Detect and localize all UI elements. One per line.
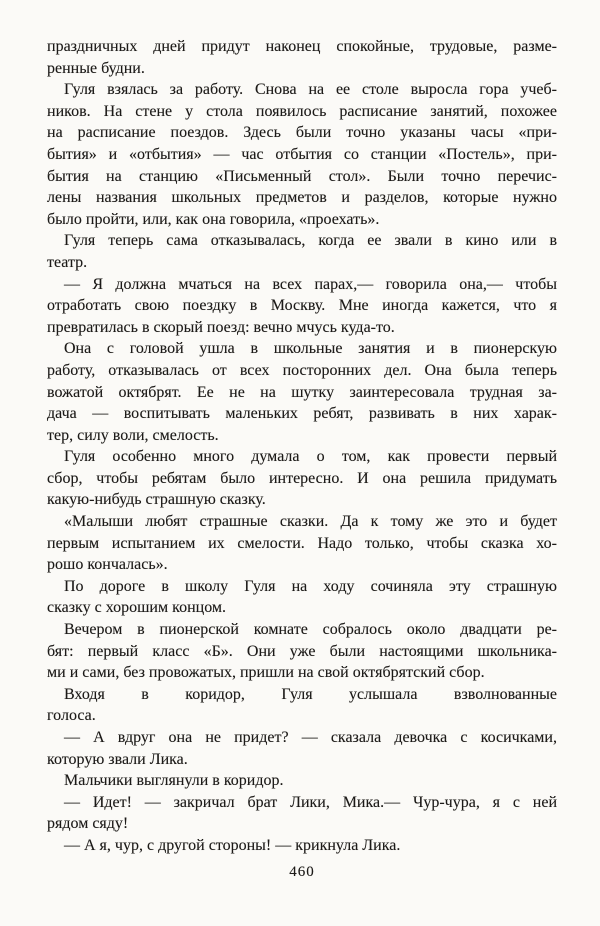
text-line: на расписание поездов. Здесь были точно указаны часы «при- <box>47 124 557 142</box>
text-line: вожатой октябрят. Ее не на шутку заинтересовала трудная за- <box>47 383 557 401</box>
text-line: Вечером в пионерской комнате собралось около двадцати ре- <box>64 621 557 639</box>
text-line: бытия на станцию «Письменный стол». Были точно перечис- <box>47 167 557 185</box>
page-text <box>47 36 557 857</box>
text-line: сбор, чтобы ребятам было интересно. И она решила придумать <box>47 469 557 487</box>
text-line: какую-нибудь страшную сказку. <box>47 491 266 509</box>
text-line: было пройти, или, как она говорила, «проехать». <box>47 210 380 228</box>
text-line: бытия» и «отбытия» — час отбытия со станции «Постель», при- <box>47 145 557 163</box>
text-line: Мальчики выглянули в коридор. <box>64 772 284 790</box>
page-number: 460 <box>289 864 315 880</box>
text-line: работу, отказывалась от всех посторонних дел. Она была теперь <box>47 361 557 379</box>
text-line: Гуля взялась за работу. Снова на ее столе выросла гора учеб- <box>64 81 557 99</box>
text-line: — Идет! — закричал брат Лики, Мика.— Чур-чура, я с ней <box>64 793 557 811</box>
text-line: — Я должна мчаться на всех парах,— говорила она,— чтобы <box>64 275 557 293</box>
text-line: рядом сяду! <box>47 815 129 833</box>
text-line: лены названия школьных предметов и разделов, которые нужно <box>47 189 557 207</box>
text-line: превратилась в скорый поезд: вечно мчусь куда-то. <box>47 318 395 336</box>
text-line: ников. На стене у стола появилось расписание занятий, похожее <box>47 102 557 120</box>
text-line: тер, силу воли, смелость. <box>47 426 219 444</box>
paragraph <box>47 36 557 79</box>
paragraph <box>47 619 557 684</box>
text-line: Гуля теперь сама отказывалась, когда ее звали в кино или в <box>64 232 557 250</box>
text-line: Гуля особенно много думала о том, как провести первый <box>64 448 557 466</box>
text-line: праздничных дней придут наконец спокойные, трудовые, разме- <box>47 38 557 55</box>
text-line: Она с головой ушла в школьные занятия и в пионерскую <box>64 340 557 358</box>
paragraph <box>47 684 557 727</box>
paragraph <box>47 338 557 446</box>
paragraph <box>47 770 557 792</box>
text-line: первым испытанием их смелости. Надо только, чтобы сказка хо- <box>47 534 557 552</box>
paragraph <box>47 727 557 770</box>
paragraph <box>47 230 557 273</box>
text-line: По дороге в школу Гуля на ходу сочиняла эту страшную <box>64 577 557 595</box>
paragraph <box>47 576 557 619</box>
text-line: которую звали Лика. <box>47 750 188 768</box>
text-line: — А я, чур, с другой стороны! — крикнула Лика. <box>64 836 401 854</box>
paragraph <box>47 79 557 230</box>
paragraph <box>47 511 557 576</box>
text-line: бят: первый класс «Б». Они уже были настоящими школьника- <box>47 642 557 660</box>
paragraph <box>47 274 557 339</box>
text-line: голоса. <box>47 707 96 725</box>
text-line: Входя в коридор, Гуля услышала взволнованные <box>64 685 557 703</box>
text-line: рошо кончалась». <box>47 556 168 574</box>
paragraph <box>47 792 557 835</box>
text-line: ми и сами, без провожатых, пришли на свой октябрятский сбор. <box>47 664 485 682</box>
text-line: сказку с хорошим концом. <box>47 599 227 617</box>
text-line: «Малыши любят страшные сказки. Да к тому же это и будет <box>64 513 557 531</box>
paragraph <box>47 446 557 511</box>
text-line: ренные будни. <box>47 59 145 77</box>
paragraph <box>47 835 557 857</box>
text-line: театр. <box>47 253 88 271</box>
text-line: отработать свою поездку в Москву. Мне иногда кажется, что я <box>47 297 557 315</box>
text-line: — А вдруг она не придет? — сказала девочка с косичками, <box>64 729 557 746</box>
text-line: дача — воспитывать маленьких ребят, развивать в них харак- <box>47 405 557 423</box>
